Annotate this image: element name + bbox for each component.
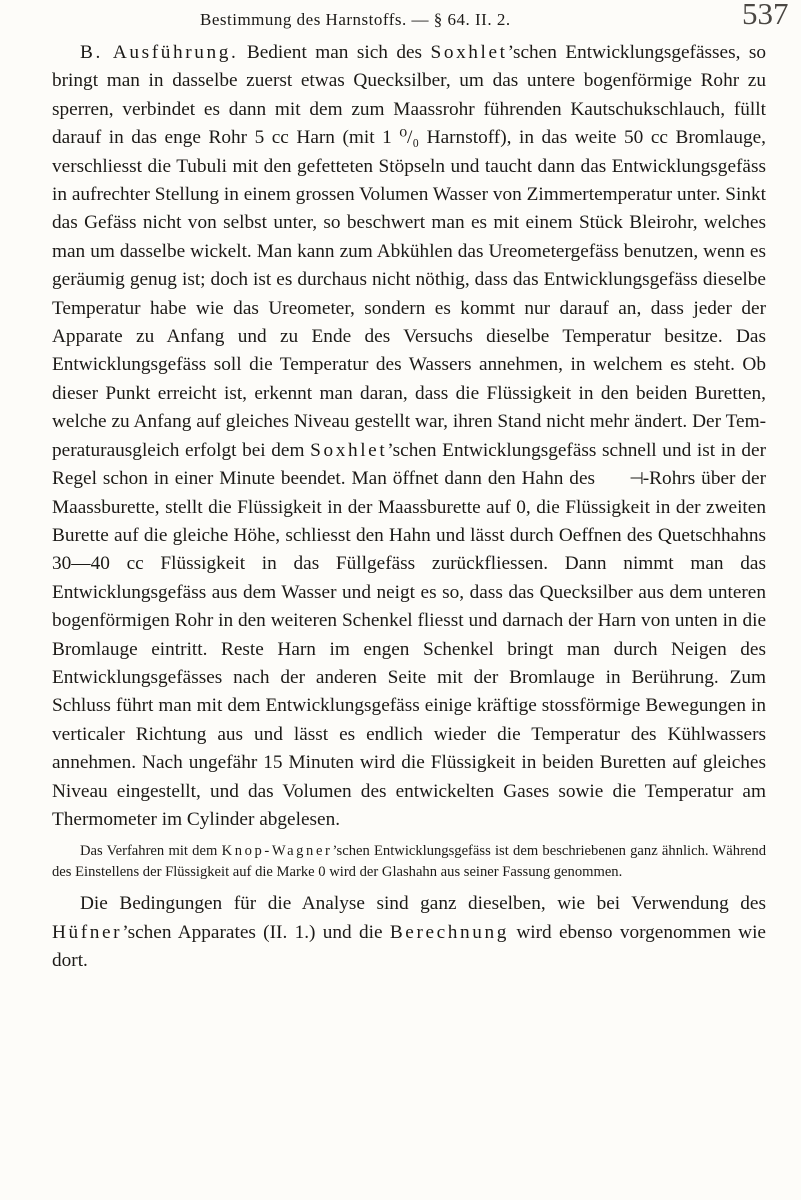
body-text bbox=[52, 39, 766, 976]
section-label: B. Ausführung. bbox=[80, 42, 239, 63]
emphasis-text: Berechnung bbox=[389, 921, 510, 943]
person-name: Knop-Wagner bbox=[221, 843, 333, 860]
paragraph-final bbox=[52, 890, 766, 975]
paragraph-text: ’schen Apparates (II. 1.) und die bbox=[122, 921, 383, 943]
running-head bbox=[0, 0, 801, 44]
paragraph-text: -Rohrs über der Maassburette, stellt die Flüssigkeit in der Maassburette auf 0, die Flüssigkeit in der zweiten Burette auf die gleiche Höhe, schliesst den Hahn und lässt durch Oeffnen des Quetschhahns 30—40 cc Flüssigkeit in das Füllgefäss zurückfliessen. Dann nimmt man das Entwicklungsgefäss aus dem Wasser und neigt es so, dass das Quecksilber aus dem unteren bogenförmigen Rohr in den weiteren Schenkel fliesst und darnach der Harn von unten in die Bromlauge eintritt. Reste Harn im engen Schenkel bringt man durch Neigen des Entwicklungsgefässes nach der anderen Seite mit der Bromlauge in Berührung. Zum Schluss führt man mit dem Entwicklungsgefäss einige kräftige stossförmige Bewegungen in verticaler Richtung aus und lässt es endlich wieder die Temperatur des Kühlwassers annehmen. Nach ungefähr 15 Minuten wird die Flüssigkeit in beiden Buretten auf gleiches Niveau eingestellt, und das Volumen des entwickelten Gases sowie die Temperatur am Thermometer im Cylinder abgelesen. bbox=[52, 468, 766, 830]
paragraph-text: Die Bedingungen für die Analyse sind ganz dieselben, wie bei Verwendung des bbox=[80, 893, 766, 915]
note-text: ’schen Entwicklungsgefäss ist dem beschriebenen ganz ähnlich. Während des Einstellens der Flüssigkeit auf die Marke 0 wird der Glashahn aus seiner Fassung genommen. bbox=[52, 843, 767, 880]
paragraph-text: ’schen Entwicklungsgefäss schnell und ist in der Regel schon in einer Minute beendet. Man öffnet dann den Hahn des bbox=[52, 439, 766, 490]
person-name: Hüfner bbox=[52, 921, 123, 943]
person-name: Soxhlet bbox=[310, 439, 388, 461]
note-paragraph bbox=[52, 841, 766, 882]
note-text: Das Verfahren mit dem bbox=[80, 843, 218, 860]
page-number: 537 bbox=[742, 0, 789, 31]
person-name: Soxhlet bbox=[430, 42, 508, 63]
tap-symbol: ⊣ bbox=[628, 469, 643, 490]
paragraph-ausfuehrung bbox=[52, 39, 766, 834]
paragraph-text: wird ebenso vorgenommen wie dort. bbox=[52, 921, 766, 972]
running-title: Bestimmung des Harnstoffs. — § 64. II. 2. bbox=[200, 10, 511, 29]
paragraph-text: Bedient man sich des bbox=[246, 42, 423, 63]
paragraph-text: ’schen Entwicklungsgefässes, so bringt man in dasselbe zuerst etwas Quecksilber, um das untere bogenförmige Rohr zu sperren, verbindet es dann mit dem zum Maassrohr führenden Kautschukschlauch, füllt darauf in das enge Rohr 5 cc Harn (mit 1 ⁰/₀ Harnstoff), in das weite 50 cc Bromlauge, verschliesst die Tubuli mit den gefetteten Stöpseln und taucht dann das Entwicklungsgefäss in aufrechter Stellung in einem grossen Volumen Wasser von Zimmertemperatur unter. Sinkt das Gefäss nicht von selbst unter, so beschwert man es mit einem Stück Bleirohr, welches man um dasselbe wickelt. Man kann zum Abkühlen das Ureometergefäss benutzen, wenn es geräumig genug ist; doch ist es durchaus nicht nöthig, dass das Entwicklungsgefäss dieselbe Temperatur habe wie das Ureometer, sondern es kommt nur darauf an, dass jeder der Apparate zu Anfang und zu Ende des Versuchs dieselbe Temperatur besitze. Das Entwicklungsgefäss soll die Temperatur des Wassers annehmen, in welchem es steht. Ob dieser Punkt erreicht ist, erkennt man daran, dass die Flüssigkeit in den beiden Buretten, welche zu Anfang auf gleiches Niveau gestellt war, ihren Stand nicht mehr ändert. Der Temperaturausgleich erfolgt bei dem bbox=[52, 42, 766, 461]
